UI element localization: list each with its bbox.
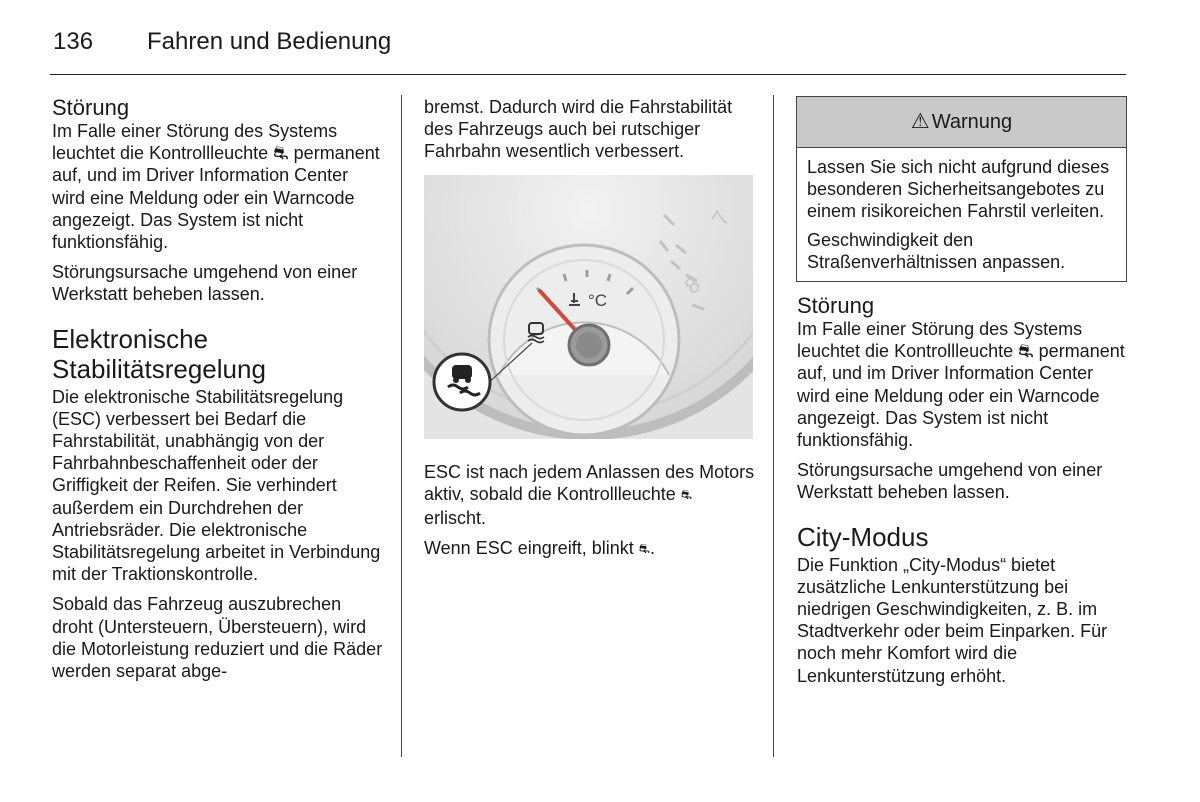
paragraph: Störungsursache umgehend von einer Werkstatt beheben lassen.: [52, 262, 358, 305]
section-heading-stoerung: Störung: [52, 95, 130, 120]
scale-number-8: 8: [679, 271, 706, 299]
esc-symbol-icon: ⛐: [638, 541, 651, 557]
paragraph: bremst. Dadurch wird die Fahrstabilität des Fahrzeugs auch bei rutschiger Fahrbahn wesentlich verbessert.: [424, 97, 733, 162]
section-heading-esc: Elektronische Stabilitätsregelung: [52, 323, 266, 384]
warning-text: Geschwindigkeit den Straßenverhältnissen anpassen.: [807, 229, 1066, 272]
paragraph: Die Funktion „City-Modus“ bietet zusätzliche Lenkunterstützung bei niedrigen Geschwindigkeiten, z. B. im Stadtverkehr oder beim Einparken. Für noch mehr Komfort wird die Lenkunterstützung erhöht.: [797, 554, 1108, 686]
paragraph: Wenn ESC eingreift, blinkt ⛐.: [424, 537, 756, 561]
paragraph: Die elektronische Stabilitätsregelung (ESC) verbessert bei Bedarf die Fahrstabilität, unabhängig von der Fahrbahnbeschaffenheit oder der Griffigkeit der Reifen. Sie verhindert außerdem ein Durchdrehen der Antriebsräder. Die elektronische Stabilitätsregelung arbeitet in Verbindung mit der Traktionskontrolle.: [52, 386, 381, 585]
page-number: 136: [53, 28, 94, 55]
instrument-cluster-figure: [424, 175, 753, 439]
column-right: [797, 96, 1127, 695]
paragraph: Sobald das Fahrzeug auszubrechen droht (Untersteuern, Übersteuern), wird die Motorleistung reduziert und die Räder werden separat abge-: [52, 594, 383, 682]
warning-header: [797, 97, 1126, 148]
section-heading-city-modus: City-Modus: [797, 521, 929, 552]
chapter-title: Fahren und Bedienung: [147, 28, 392, 55]
warning-triangle-icon: ⚠: [910, 109, 930, 133]
page-header: [50, 22, 1126, 75]
warning-box: [796, 96, 1127, 282]
section-heading-stoerung: Störung: [797, 293, 875, 319]
paragraph: Im Falle einer Störung des Systems leuchtet die Kontrollleuchte ⛐ permanent auf, und im Driver Information Center wird eine Meldung oder ein Warncode angezeigt. Das System ist nicht funktionsfähig.: [52, 121, 380, 253]
warning-title: Warnung: [931, 110, 1013, 133]
column-divider: [401, 95, 402, 757]
esc-symbol-icon: ⛐: [680, 486, 693, 502]
paragraph: Störungsursache umgehend von einer Werkstatt beheben lassen.: [797, 460, 1103, 503]
column-middle: [424, 96, 756, 569]
coolant-temp-label: °C: [588, 290, 608, 310]
warning-body: [797, 148, 1126, 281]
column-left: [52, 96, 384, 690]
column-divider: [773, 95, 774, 757]
warning-text: Lassen Sie sich nicht aufgrund dieses besonderen Sicherheitsangebotes zu einem risikoreichen Fahrstil verleiten.: [807, 157, 1110, 222]
paragraph: ESC ist nach jedem Anlassen des Motors aktiv, sobald die Kontrollleuchte ⛐ erlischt.: [424, 461, 755, 529]
scale-number-7: 7: [706, 206, 735, 230]
paragraph: Im Falle einer Störung des Systems leuchtet die Kontrollleuchte ⛐ permanent auf, und im Driver Information Center wird eine Meldung oder ein Warncode angezeigt. Das System ist nicht funktionsfähig.: [797, 319, 1125, 451]
